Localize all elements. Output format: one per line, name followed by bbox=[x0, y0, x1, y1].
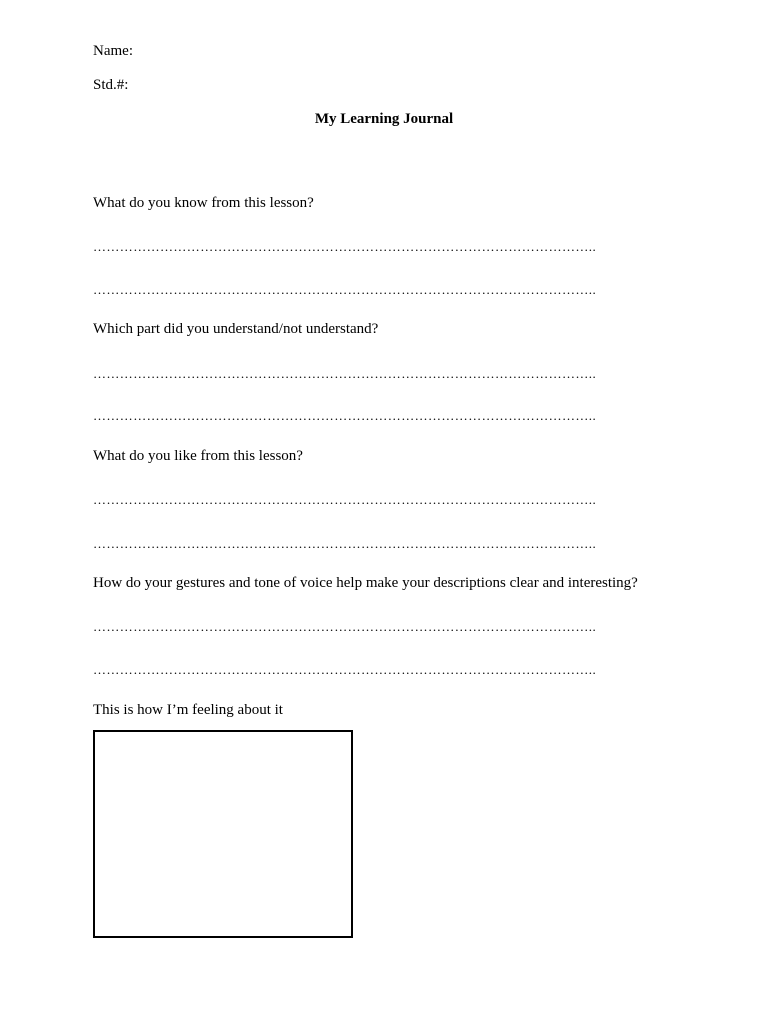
answer-line[interactable]: ………………………………………………………………………………………………….. bbox=[93, 619, 597, 634]
page-title: My Learning Journal bbox=[314, 111, 454, 127]
answer-line[interactable]: ………………………………………………………………………………………………….. bbox=[93, 492, 597, 507]
feeling-label: This is how I’m feeling about it bbox=[93, 702, 283, 718]
name-label: Name: bbox=[93, 43, 133, 59]
feeling-drawing-box[interactable] bbox=[93, 730, 353, 938]
question-2: Which part did you understand/not understand? bbox=[93, 321, 379, 337]
question-3: What do you like from this lesson? bbox=[93, 448, 303, 464]
answer-line[interactable]: ………………………………………………………………………………………………….. bbox=[93, 536, 597, 551]
answer-line[interactable]: ………………………………………………………………………………………………….. bbox=[93, 662, 597, 677]
question-4: How do your gestures and tone of voice help make your descriptions clear and interesting? bbox=[93, 575, 638, 591]
answer-line[interactable]: ………………………………………………………………………………………………….. bbox=[93, 408, 597, 423]
question-1: What do you know from this lesson? bbox=[93, 195, 314, 211]
answer-line[interactable]: ………………………………………………………………………………………………….. bbox=[93, 239, 597, 254]
answer-line[interactable]: ………………………………………………………………………………………………….. bbox=[93, 366, 597, 381]
answer-line[interactable]: ………………………………………………………………………………………………….. bbox=[93, 282, 597, 297]
student-number-label: Std.#: bbox=[93, 77, 129, 93]
